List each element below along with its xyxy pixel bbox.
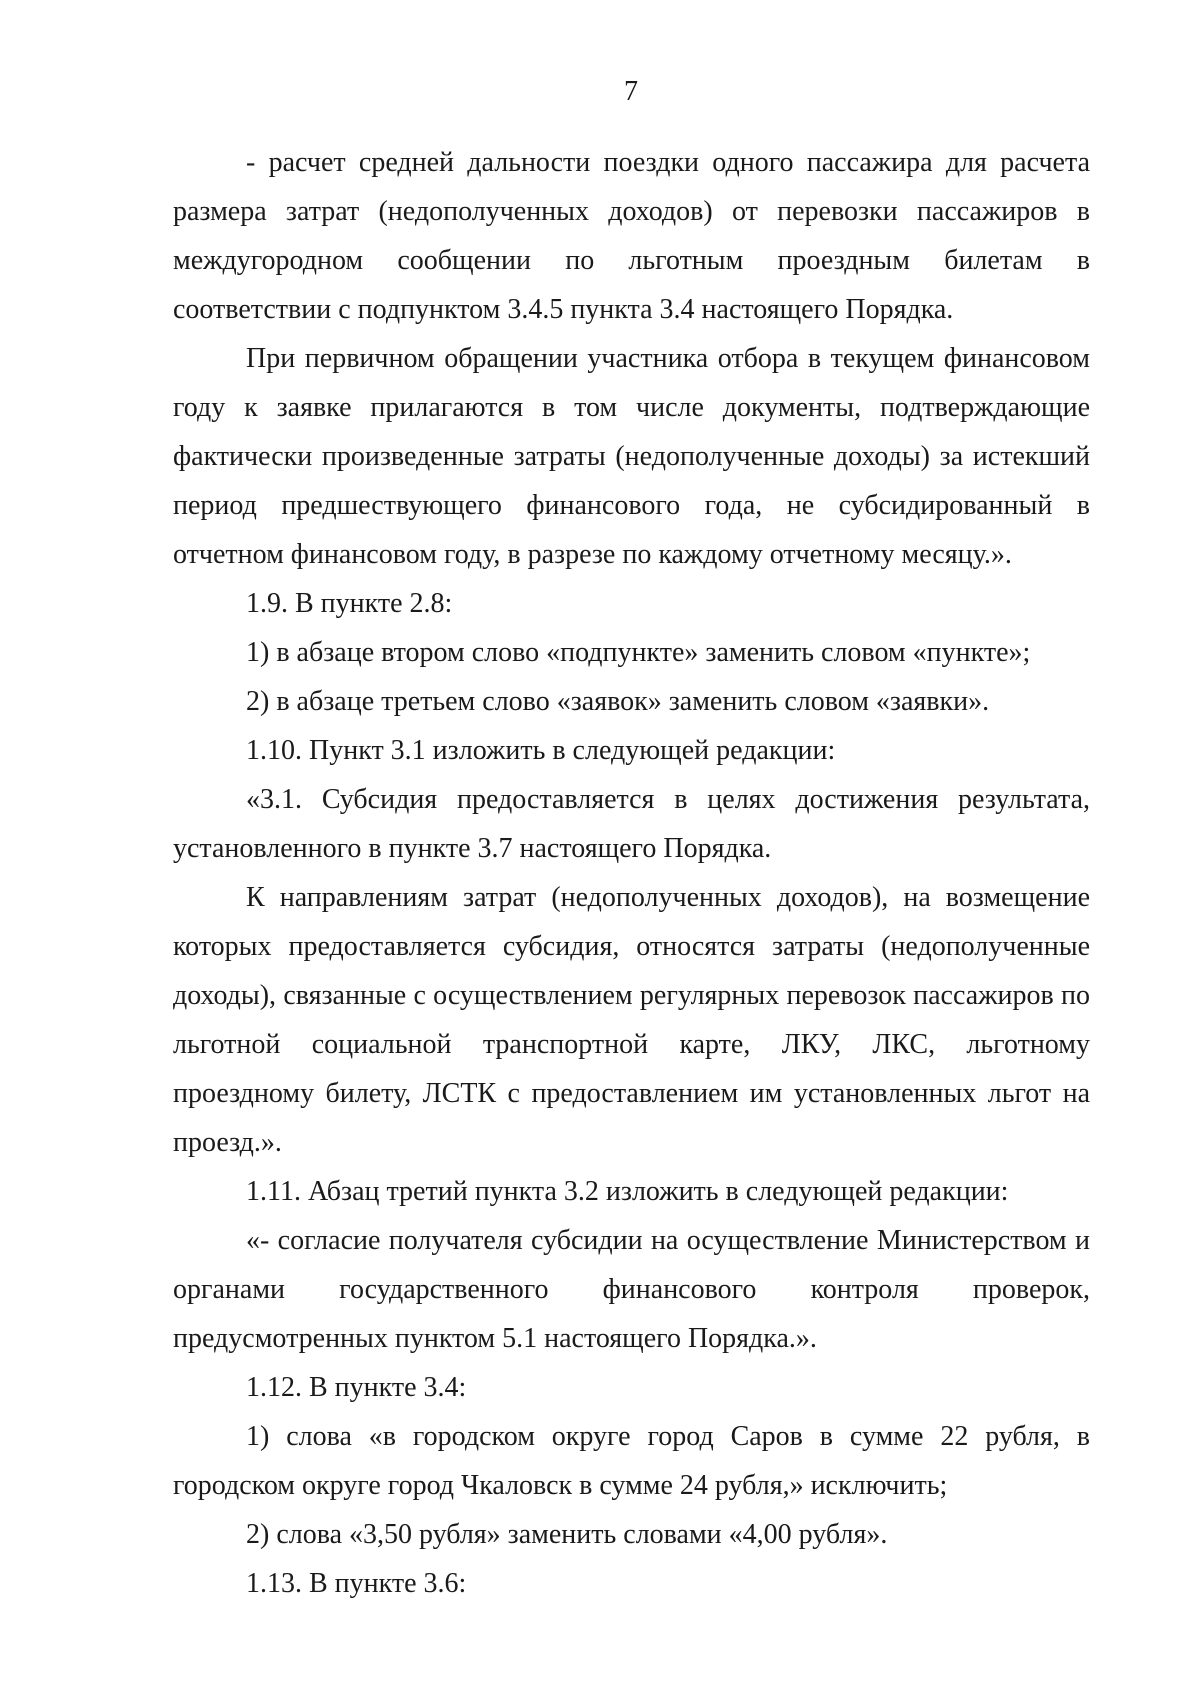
paragraph-item-1-9-2: 2) в абзаце третьем слово «заявок» заменить словом «заявки».: [246, 686, 990, 717]
document-body: [173, 138, 1090, 1608]
paragraph-item-1-10: 1.10. Пункт 3.1 изложить в следующей редакции:: [246, 735, 836, 766]
paragraph-item-1-13: 1.13. В пункте 3.6:: [246, 1568, 467, 1599]
paragraph-passenger-distance: - расчет средней дальности поездки одного пассажира для расчета размера затрат (недополученных доходов) от перевозки пассажиров в междугородном сообщении по льготным проездным билетам в соответствии с подпунктом 3.4.5 пункта 3.4 настоящего Порядка.: [173, 147, 1090, 325]
paragraph-subsidy-purpose: «3.1. Субсидия предоставляется в целях достижения результата, установленного в пункте 3.7 настоящего Порядка.: [173, 784, 1090, 864]
paragraph-item-1-12-1: 1) слова «в городском округе город Саров в сумме 22 рубля, в городском округе город Чкаловск в сумме 24 рубля,» исключить;: [173, 1421, 1090, 1501]
paragraph-item-1-9-1: 1) в абзаце втором слово «подпункте» заменить словом «пункте»;: [246, 637, 1031, 668]
paragraph-initial-application: При первичном обращении участника отбора в текущем финансовом году к заявке прилагаются в том числе документы, подтверждающие фактически произведенные затраты (недополученные доходы) за истекший период предшествующего финансового года, не субсидированный в отчетном финансовом году, в разрезе по каждому отчетному месяцу.».: [173, 343, 1090, 570]
paragraph-item-1-12-2: 2) слова «3,50 рубля» заменить словами «4,00 рубля».: [246, 1519, 888, 1550]
paragraph-item-1-9: 1.9. В пункте 2.8:: [246, 588, 453, 619]
paragraph-cost-directions: К направлениям затрат (недополученных доходов), на возмещение которых предоставляется субсидия, относятся затраты (недополученные доходы), связанные с осуществлением регулярных перевозок пассажиров по льготной социальной транспортной карте, ЛКУ, ЛКС, льготному проездному билету, ЛСТК с предоставлением им установленных льгот на проезд.».: [173, 882, 1090, 1158]
page-number: 7: [624, 76, 638, 107]
paragraph-item-1-11: 1.11. Абзац третий пункта 3.2 изложить в следующей редакции:: [246, 1176, 1009, 1207]
paragraph-recipient-consent: «- согласие получателя субсидии на осуществление Министерством и органами государственного финансового контроля проверок, предусмотренных пунктом 5.1 настоящего Порядка.».: [173, 1225, 1090, 1354]
paragraph-item-1-12: 1.12. В пункте 3.4:: [246, 1372, 467, 1403]
